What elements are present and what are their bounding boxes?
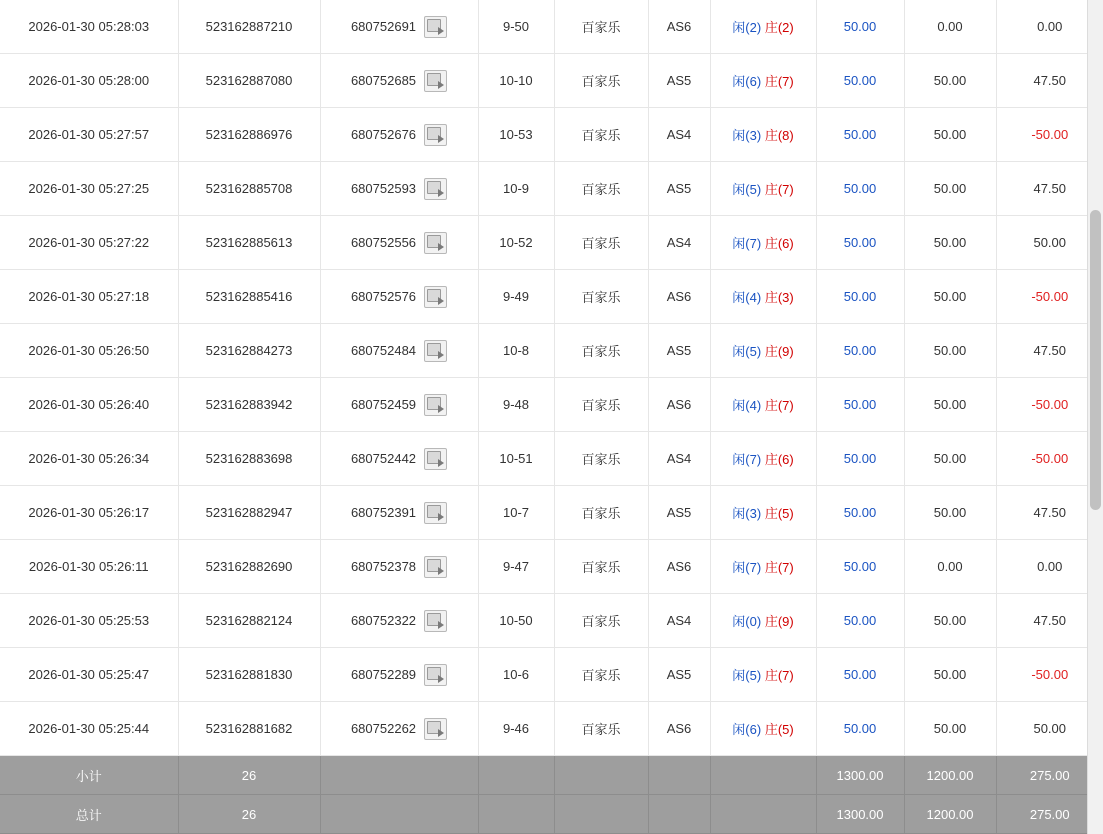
total-stake: 1300.00 [816, 795, 904, 834]
cell-result [710, 108, 816, 162]
cell-bet-id: 523162883942 [178, 378, 320, 432]
cell-stake[interactable]: 50.00 [816, 486, 904, 540]
player-result: 闲(3) [732, 506, 762, 521]
cell-stake[interactable]: 50.00 [816, 216, 904, 270]
video-icon[interactable] [424, 70, 447, 92]
cell-payout: 50.00 [996, 216, 1103, 270]
total-round [320, 795, 478, 834]
cell-table-no: 9-50 [478, 0, 554, 54]
subtotal-stake: 1300.00 [816, 756, 904, 795]
cell-payout: 50.00 [996, 702, 1103, 756]
banker-result: 庄(7) [764, 182, 794, 197]
player-result: 闲(6) [732, 722, 762, 737]
player-result: 闲(4) [732, 290, 762, 305]
cell-valid: 50.00 [904, 378, 996, 432]
cell-payout: 47.50 [996, 486, 1103, 540]
cell-round [320, 648, 478, 702]
cell-bet-id: 523162882124 [178, 594, 320, 648]
cell-shoe: AS5 [648, 324, 710, 378]
cell-payout: 47.50 [996, 54, 1103, 108]
cell-table-no: 10-10 [478, 54, 554, 108]
cell-stake[interactable]: 50.00 [816, 378, 904, 432]
player-result: 闲(0) [732, 614, 762, 629]
cell-shoe: AS4 [648, 108, 710, 162]
cell-table-no: 9-46 [478, 702, 554, 756]
total-game [554, 795, 648, 834]
video-icon[interactable] [424, 124, 447, 146]
cell-bet-id: 523162885708 [178, 162, 320, 216]
table-row[interactable] [0, 702, 1103, 756]
cell-result [710, 378, 816, 432]
round-number: 680752322 [350, 613, 417, 628]
video-icon[interactable] [424, 664, 447, 686]
subtotal-round [320, 756, 478, 795]
cell-time: 2026-01-30 05:26:17 [0, 486, 178, 540]
cell-valid: 50.00 [904, 216, 996, 270]
cell-round [320, 594, 478, 648]
cell-table-no: 10-50 [478, 594, 554, 648]
subtotal-game [554, 756, 648, 795]
cell-time: 2026-01-30 05:26:50 [0, 324, 178, 378]
video-icon[interactable] [424, 502, 447, 524]
subtotal-valid: 1200.00 [904, 756, 996, 795]
cell-result [710, 432, 816, 486]
cell-game: 百家乐 [554, 324, 648, 378]
cell-game: 百家乐 [554, 162, 648, 216]
cell-bet-id: 523162885613 [178, 216, 320, 270]
cell-round [320, 540, 478, 594]
cell-round [320, 702, 478, 756]
cell-result [710, 162, 816, 216]
cell-bet-id: 523162884273 [178, 324, 320, 378]
cell-payout: -50.00 [996, 270, 1103, 324]
cell-game: 百家乐 [554, 594, 648, 648]
banker-result: 庄(9) [764, 614, 794, 629]
player-result: 闲(3) [732, 128, 762, 143]
round-number: 680752556 [350, 235, 417, 250]
player-result: 闲(2) [732, 20, 762, 35]
cell-valid: 50.00 [904, 594, 996, 648]
cell-game: 百家乐 [554, 702, 648, 756]
cell-time: 2026-01-30 05:27:18 [0, 270, 178, 324]
cell-bet-id: 523162883698 [178, 432, 320, 486]
vertical-scrollbar[interactable] [1087, 0, 1103, 834]
cell-bet-id: 523162881682 [178, 702, 320, 756]
total-table-no [478, 795, 554, 834]
cell-time: 2026-01-30 05:27:25 [0, 162, 178, 216]
cell-bet-id: 523162887210 [178, 0, 320, 54]
cell-time: 2026-01-30 05:25:44 [0, 702, 178, 756]
total-payout: 275.00 [996, 795, 1103, 834]
video-icon[interactable] [424, 448, 447, 470]
subtotal-table-no [478, 756, 554, 795]
cell-round [320, 54, 478, 108]
banker-result: 庄(5) [764, 722, 794, 737]
cell-table-no: 9-47 [478, 540, 554, 594]
cell-round [320, 108, 478, 162]
video-icon[interactable] [424, 178, 447, 200]
cell-game: 百家乐 [554, 54, 648, 108]
cell-payout: -50.00 [996, 648, 1103, 702]
banker-result: 庄(7) [764, 398, 794, 413]
cell-shoe: AS4 [648, 216, 710, 270]
banker-result: 庄(7) [764, 74, 794, 89]
cell-game: 百家乐 [554, 270, 648, 324]
cell-payout: -50.00 [996, 432, 1103, 486]
cell-game: 百家乐 [554, 540, 648, 594]
subtotal-label: 小计 [0, 756, 178, 795]
cell-shoe: AS4 [648, 432, 710, 486]
cell-stake[interactable]: 50.00 [816, 702, 904, 756]
cell-game: 百家乐 [554, 378, 648, 432]
round-number: 680752442 [350, 451, 417, 466]
cell-time: 2026-01-30 05:28:03 [0, 0, 178, 54]
cell-bet-id: 523162882947 [178, 486, 320, 540]
cell-payout: 47.50 [996, 162, 1103, 216]
cell-round [320, 486, 478, 540]
cell-table-no: 10-8 [478, 324, 554, 378]
cell-valid: 50.00 [904, 702, 996, 756]
cell-time: 2026-01-30 05:28:00 [0, 54, 178, 108]
cell-result [710, 648, 816, 702]
player-result: 闲(4) [732, 398, 762, 413]
video-icon[interactable] [424, 16, 447, 38]
subtotal-count: 26 [178, 756, 320, 795]
cell-payout: 0.00 [996, 0, 1103, 54]
cell-bet-id: 523162887080 [178, 54, 320, 108]
cell-result [710, 702, 816, 756]
cell-time: 2026-01-30 05:25:53 [0, 594, 178, 648]
video-icon[interactable] [424, 394, 447, 416]
cell-valid: 50.00 [904, 162, 996, 216]
cell-round [320, 216, 478, 270]
cell-result [710, 324, 816, 378]
cell-valid: 50.00 [904, 54, 996, 108]
cell-bet-id: 523162881830 [178, 648, 320, 702]
player-result: 闲(6) [732, 74, 762, 89]
cell-result [710, 540, 816, 594]
banker-result: 庄(6) [764, 236, 794, 251]
subtotal-result [710, 756, 816, 795]
cell-round [320, 324, 478, 378]
cell-result [710, 594, 816, 648]
cell-shoe: AS6 [648, 702, 710, 756]
cell-game: 百家乐 [554, 216, 648, 270]
cell-payout: -50.00 [996, 378, 1103, 432]
cell-round [320, 378, 478, 432]
cell-shoe: AS5 [648, 162, 710, 216]
cell-table-no: 9-48 [478, 378, 554, 432]
cell-result [710, 270, 816, 324]
banker-result: 庄(2) [764, 20, 794, 35]
cell-time: 2026-01-30 05:25:47 [0, 648, 178, 702]
player-result: 闲(7) [732, 452, 762, 467]
cell-round [320, 432, 478, 486]
table-row[interactable] [0, 324, 1103, 378]
cell-valid: 50.00 [904, 432, 996, 486]
video-icon[interactable] [424, 610, 447, 632]
table-row[interactable] [0, 108, 1103, 162]
total-result [710, 795, 816, 834]
cell-result [710, 54, 816, 108]
cell-result [710, 216, 816, 270]
cell-stake[interactable]: 50.00 [816, 54, 904, 108]
cell-shoe: AS6 [648, 378, 710, 432]
cell-stake[interactable]: 50.00 [816, 108, 904, 162]
cell-round [320, 0, 478, 54]
total-label: 总计 [0, 795, 178, 834]
banker-result: 庄(9) [764, 344, 794, 359]
banker-result: 庄(5) [764, 506, 794, 521]
round-number: 680752378 [350, 559, 417, 574]
player-result: 闲(7) [732, 560, 762, 575]
cell-result [710, 486, 816, 540]
total-valid: 1200.00 [904, 795, 996, 834]
cell-time: 2026-01-30 05:27:22 [0, 216, 178, 270]
cell-stake[interactable]: 50.00 [816, 540, 904, 594]
cell-round [320, 162, 478, 216]
banker-result: 庄(8) [764, 128, 794, 143]
round-number: 680752459 [350, 397, 417, 412]
cell-valid: 50.00 [904, 108, 996, 162]
cell-stake[interactable]: 50.00 [816, 324, 904, 378]
cell-shoe: AS6 [648, 270, 710, 324]
cell-shoe: AS5 [648, 648, 710, 702]
cell-table-no: 10-9 [478, 162, 554, 216]
cell-shoe: AS6 [648, 0, 710, 54]
video-icon[interactable] [424, 556, 447, 578]
cell-game: 百家乐 [554, 486, 648, 540]
cell-valid: 50.00 [904, 324, 996, 378]
round-number: 680752691 [350, 19, 417, 34]
subtotal-shoe [648, 756, 710, 795]
cell-table-no: 9-49 [478, 270, 554, 324]
player-result: 闲(5) [732, 344, 762, 359]
total-count: 26 [178, 795, 320, 834]
video-icon[interactable] [424, 718, 447, 740]
cell-game: 百家乐 [554, 0, 648, 54]
cell-shoe: AS4 [648, 594, 710, 648]
cell-valid: 50.00 [904, 486, 996, 540]
cell-table-no: 10-53 [478, 108, 554, 162]
banker-result: 庄(7) [764, 560, 794, 575]
table-row[interactable] [0, 486, 1103, 540]
table-row[interactable] [0, 54, 1103, 108]
subtotal-payout: 275.00 [996, 756, 1103, 795]
cell-stake[interactable]: 50.00 [816, 432, 904, 486]
cell-bet-id: 523162882690 [178, 540, 320, 594]
cell-time: 2026-01-30 05:26:34 [0, 432, 178, 486]
cell-table-no: 10-51 [478, 432, 554, 486]
cell-shoe: AS6 [648, 540, 710, 594]
video-icon[interactable] [424, 340, 447, 362]
table-row[interactable] [0, 540, 1103, 594]
round-number: 680752576 [350, 289, 417, 304]
player-result: 闲(5) [732, 182, 762, 197]
cell-valid: 50.00 [904, 648, 996, 702]
cell-round [320, 270, 478, 324]
subtotal-row [0, 756, 1103, 795]
banker-result: 庄(3) [764, 290, 794, 305]
cell-bet-id: 523162885416 [178, 270, 320, 324]
cell-game: 百家乐 [554, 108, 648, 162]
table-row[interactable] [0, 432, 1103, 486]
cell-stake[interactable]: 50.00 [816, 0, 904, 54]
total-row [0, 795, 1103, 834]
table-row[interactable] [0, 594, 1103, 648]
cell-payout: 47.50 [996, 594, 1103, 648]
cell-table-no: 10-6 [478, 648, 554, 702]
cell-bet-id: 523162886976 [178, 108, 320, 162]
round-number: 680752391 [350, 505, 417, 520]
cell-time: 2026-01-30 05:27:57 [0, 108, 178, 162]
video-icon[interactable] [424, 232, 447, 254]
round-number: 680752262 [350, 721, 417, 736]
cell-table-no: 10-52 [478, 216, 554, 270]
round-number: 680752289 [350, 667, 417, 682]
cell-game: 百家乐 [554, 432, 648, 486]
table-row[interactable] [0, 270, 1103, 324]
cell-shoe: AS5 [648, 486, 710, 540]
table-row[interactable] [0, 162, 1103, 216]
player-result: 闲(5) [732, 668, 762, 683]
cell-stake[interactable]: 50.00 [816, 162, 904, 216]
cell-valid: 0.00 [904, 0, 996, 54]
table-row[interactable] [0, 648, 1103, 702]
total-shoe [648, 795, 710, 834]
cell-payout: 47.50 [996, 324, 1103, 378]
cell-stake[interactable]: 50.00 [816, 594, 904, 648]
cell-stake[interactable]: 50.00 [816, 648, 904, 702]
player-result: 闲(7) [732, 236, 762, 251]
cell-valid: 50.00 [904, 270, 996, 324]
table-row[interactable] [0, 216, 1103, 270]
table-row[interactable] [0, 0, 1103, 54]
table-row[interactable] [0, 378, 1103, 432]
round-number: 680752484 [350, 343, 417, 358]
video-icon[interactable] [424, 286, 447, 308]
banker-result: 庄(7) [764, 668, 794, 683]
cell-time: 2026-01-30 05:26:40 [0, 378, 178, 432]
cell-stake[interactable]: 50.00 [816, 270, 904, 324]
cell-time: 2026-01-30 05:26:11 [0, 540, 178, 594]
round-number: 680752676 [350, 127, 417, 142]
banker-result: 庄(6) [764, 452, 794, 467]
round-number: 680752593 [350, 181, 417, 196]
round-number: 680752685 [350, 73, 417, 88]
cell-valid: 0.00 [904, 540, 996, 594]
cell-game: 百家乐 [554, 648, 648, 702]
cell-table-no: 10-7 [478, 486, 554, 540]
cell-payout: 0.00 [996, 540, 1103, 594]
cell-payout: -50.00 [996, 108, 1103, 162]
scrollbar-thumb[interactable] [1090, 210, 1101, 510]
cell-result [710, 0, 816, 54]
cell-shoe: AS5 [648, 54, 710, 108]
